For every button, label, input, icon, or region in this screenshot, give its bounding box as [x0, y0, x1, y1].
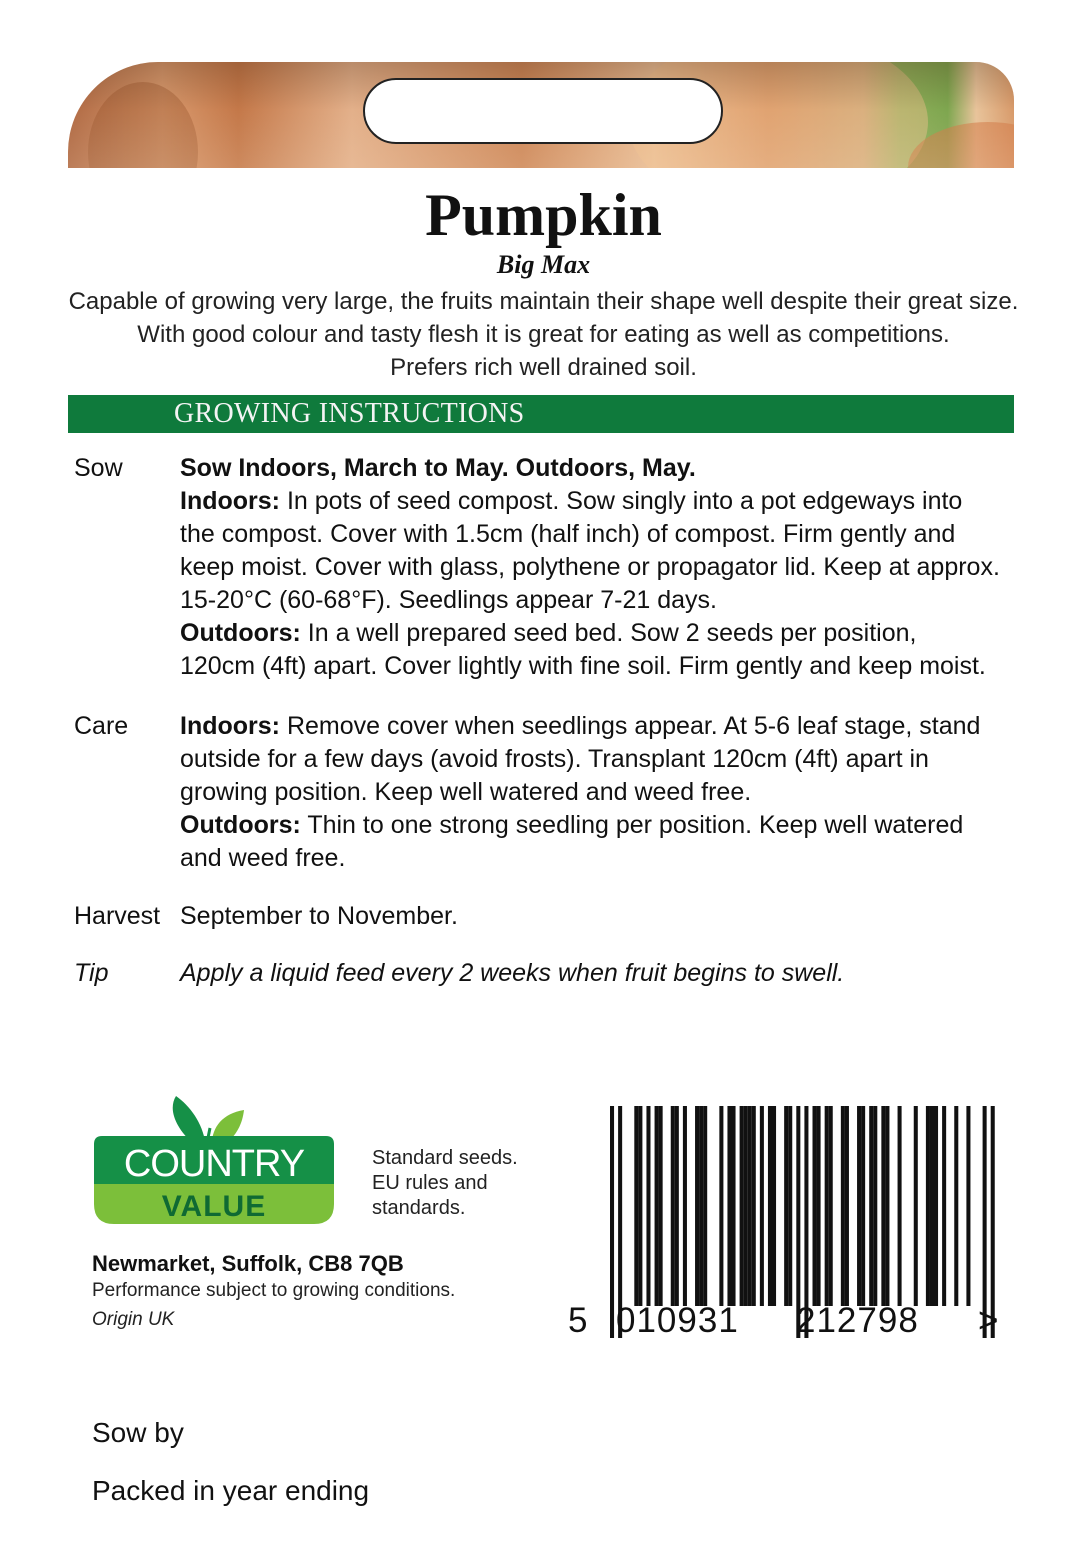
- country-value-logo: [94, 1094, 334, 1226]
- barcode-bar: [813, 1106, 817, 1306]
- barcode-bar: [869, 1106, 873, 1306]
- product-variety: Big Max: [496, 250, 591, 279]
- barcode-bar: [699, 1106, 703, 1306]
- company-address: Newmarket, Suffolk, CB8 7QB: [92, 1251, 404, 1276]
- sow-indoors-text: 15-20°C (60-68°F). Seedlings appear 7-21 days.: [180, 586, 717, 614]
- logo-country-text: COUNTRY: [123, 1143, 305, 1185]
- barcode-bar: [942, 1106, 946, 1306]
- barcode-bar: [740, 1106, 744, 1306]
- barcode: [568, 1103, 1008, 1343]
- barcode-bar: [845, 1106, 849, 1306]
- care-indoors-text: outside for a few days (avoid frosts). Transplant 120cm (4ft) apart in: [180, 745, 929, 773]
- sow-by-label: Sow by: [92, 1417, 184, 1448]
- logo-value-text: VALUE: [161, 1190, 267, 1223]
- sow-outdoors-text: In a well prepared seed bed. Sow 2 seeds per position,: [300, 619, 917, 647]
- origin-note: Origin UK: [92, 1309, 175, 1330]
- barcode-bar: [634, 1106, 638, 1306]
- sow-indoors-text: keep moist. Cover with glass, polythene or propagator lid. Keep at approx.: [180, 553, 1000, 581]
- barcode-bar: [926, 1106, 930, 1306]
- barcode-bar: [675, 1106, 679, 1306]
- barcode-bar: [829, 1106, 833, 1306]
- sow-outdoors-label: Outdoors:: [180, 619, 301, 647]
- description-line: Prefers rich well drained soil.: [390, 354, 697, 381]
- standard-line: Standard seeds.: [372, 1147, 518, 1169]
- barcode-bar: [930, 1106, 934, 1306]
- hanger-hole: [363, 78, 723, 144]
- barcode-bar: [683, 1106, 687, 1306]
- barcode-bar: [841, 1106, 845, 1306]
- barcode-bar: [695, 1106, 699, 1306]
- description-line: With good colour and tasty flesh it is great for eating as well as competitions.: [137, 321, 950, 348]
- barcode-bar: [914, 1106, 918, 1306]
- standard-seeds-note: [372, 1146, 518, 1221]
- sow-body: [180, 452, 1034, 683]
- care-outdoors-text: Thin to one strong seedling per position. Keep well watered: [300, 811, 964, 839]
- barcode-bar: [610, 1106, 614, 1338]
- care-label: Care: [74, 712, 129, 740]
- packed-year-label: Packed in year ending: [92, 1475, 370, 1506]
- barcode-bar: [788, 1106, 792, 1306]
- sow-headline: Sow Indoors, March to May. Outdoors, May.: [180, 454, 696, 482]
- standard-line: standards.: [372, 1197, 466, 1219]
- tip-section: [74, 957, 1034, 993]
- tip-label: Tip: [74, 959, 109, 987]
- barcode-bar: [898, 1106, 902, 1306]
- tip-text: Apply a liquid feed every 2 weeks when fruit begins to swell.: [180, 959, 845, 987]
- sow-outdoors-text: 120cm (4ft) apart. Cover lightly with fine soil. Firm gently and keep moist.: [180, 652, 986, 680]
- product-description: [40, 285, 1047, 384]
- barcode-bar: [966, 1106, 970, 1306]
- barcode-bar: [760, 1106, 764, 1306]
- barcode-bar: [934, 1106, 938, 1306]
- barcode-bar: [732, 1106, 736, 1306]
- standard-line: EU rules and: [372, 1172, 488, 1194]
- sow-indoors-text: the compost. Cover with 1.5cm (half inch) of compost. Firm gently and: [180, 520, 956, 548]
- barcode-bar: [881, 1106, 885, 1306]
- barcode-bar: [655, 1106, 659, 1306]
- barcode-bar: [748, 1106, 752, 1306]
- description-line: Capable of growing very large, the fruits maintain their shape well despite their great size.: [68, 288, 1019, 315]
- barcode-bar: [817, 1106, 821, 1306]
- care-outdoors-label: Outdoors:: [180, 811, 301, 839]
- performance-note: Performance subject to growing conditions.: [92, 1280, 456, 1301]
- barcode-bar: [659, 1106, 663, 1306]
- care-section: [74, 710, 1034, 880]
- barcode-bar: [703, 1106, 707, 1306]
- sow-indoors-label: Indoors:: [180, 487, 280, 515]
- barcode-bar: [954, 1106, 958, 1306]
- sow-label: Sow: [74, 454, 123, 482]
- sow-indoors-text: In pots of seed compost. Sow singly into a pot edgeways into: [280, 487, 963, 515]
- barcode-bar: [727, 1106, 731, 1306]
- barcode-right-digits: 212798: [796, 1301, 919, 1340]
- harvest-label: Harvest: [74, 902, 161, 930]
- growing-instructions-heading: GROWING INSTRUCTIONS: [174, 398, 525, 429]
- harvest-section: [74, 900, 1034, 936]
- barcode-bar: [752, 1106, 756, 1306]
- barcode-bar: [784, 1106, 788, 1306]
- barcode-bar: [744, 1106, 748, 1306]
- barcode-bar: [671, 1106, 675, 1306]
- barcode-bar: [885, 1106, 889, 1306]
- product-title: Pumpkin: [425, 182, 662, 248]
- sow-section: [74, 452, 1034, 692]
- barcode-bar: [638, 1106, 642, 1306]
- care-outdoors-text: and weed free.: [180, 844, 346, 872]
- barcode-bar: [772, 1106, 776, 1306]
- barcode-bar: [768, 1106, 772, 1306]
- care-indoors-text: growing position. Keep well watered and weed free.: [180, 778, 752, 806]
- barcode-end-marker: >: [978, 1301, 1000, 1340]
- barcode-bar: [825, 1106, 829, 1306]
- barcode-bar: [861, 1106, 865, 1306]
- care-indoors-text: Remove cover when seedlings appear. At 5-6 leaf stage, stand: [280, 712, 981, 740]
- care-body: [180, 710, 1034, 875]
- barcode-bar: [873, 1106, 877, 1306]
- barcode-bar: [857, 1106, 861, 1306]
- barcode-left-digits: 010931: [616, 1301, 739, 1340]
- barcode-bar: [646, 1106, 650, 1306]
- care-indoors-label: Indoors:: [180, 712, 280, 740]
- growing-instructions-bar: [68, 395, 1014, 433]
- barcode-bar: [719, 1106, 723, 1306]
- barcode-first-digit: 5: [568, 1301, 589, 1340]
- harvest-text: September to November.: [180, 902, 458, 930]
